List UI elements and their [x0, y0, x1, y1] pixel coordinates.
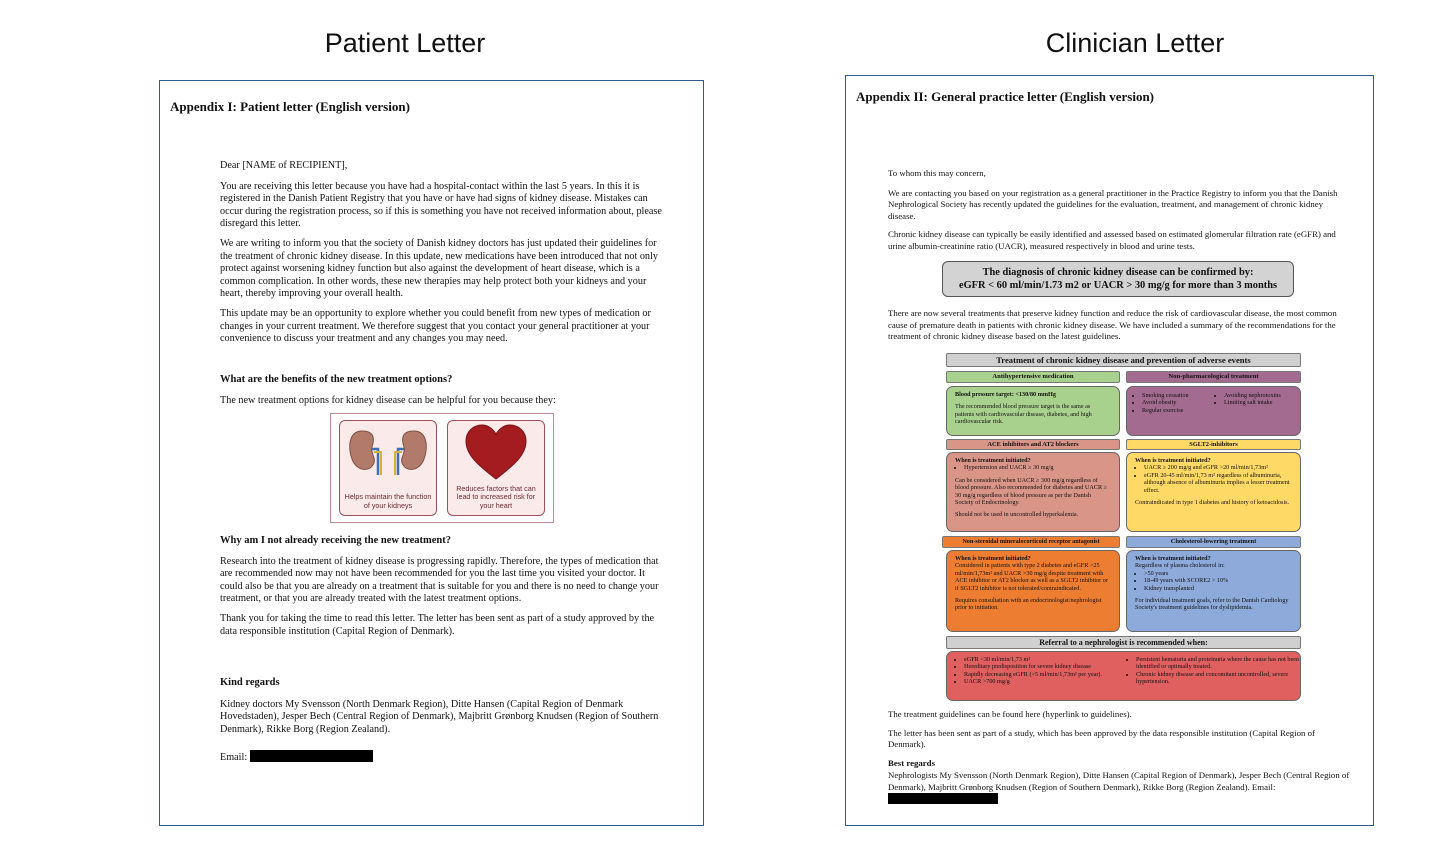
- list-item: • Smoking cessation: [1142, 392, 1222, 399]
- clinician-guidelines-link[interactable]: The treatment guidelines can be found here (hyperlink to guidelines).: [888, 709, 1132, 719]
- cholesterol-box: [1126, 550, 1301, 632]
- patient-paragraph: We are writing to inform you that the society of Danish kidney doctors has just updated their guidelines for the treatment of chronic kidney disease. In this update, new medications have been introduced that not only protect against worsening kidney function but also against the development of heart disease, which is a common complication. In other words, these new therapies may help protect both your kidneys and your heart, thereby improving your overall health.: [220, 237, 658, 300]
- heart-caption: Reduces factors that can lead to increased risk for your heart: [456, 483, 536, 510]
- clinician-body-top: [888, 168, 1352, 259]
- patient-regards: Kind regards: [220, 677, 280, 688]
- list-item: • Hypertension and UACR ≥ 30 mg/g: [964, 464, 1111, 471]
- referral-header: Referral to a nephrologist is recommended when:: [946, 636, 1301, 649]
- mra-box: [946, 550, 1120, 632]
- clinician-body-bottom: [888, 709, 1352, 806]
- patient-email-line: [220, 750, 665, 765]
- patient-why-section: [220, 535, 665, 645]
- list-item: • Rapidly decreasing eGFR (>5 ml/min/1,73m² per year).: [964, 671, 1132, 678]
- nonpharm-left-list: [1133, 392, 1222, 414]
- antihypertensive-box: [946, 386, 1120, 436]
- clinician-regards: Best regards: [888, 757, 935, 768]
- referral-left-list: [955, 656, 1132, 686]
- clinician-paragraph: There are now several treatments that preserve kidney function and reduce the risk of cardiovascular disease, the most common cause of premature death in patients with chronic kidney disease. We have included a summary of the recommendations for the treatment of chronic kidney disease based on the latest guidelines.: [888, 308, 1337, 341]
- list-item: • UACR ≥ 200 mg/g and eGFR >20 ml/min/1,73m²: [1144, 464, 1292, 471]
- patient-paragraph: The new treatment options for kidney disease can be helpful for you because they:: [220, 394, 556, 406]
- patient-letter-title: Patient Letter: [324, 28, 486, 58]
- redacted-email: [888, 793, 998, 804]
- antihypertensive-header: Antihypertensive medication: [946, 371, 1120, 383]
- referral-box: [946, 651, 1301, 701]
- mra-when: When is treatment initiated?: [955, 555, 1031, 562]
- list-item: • Limiting salt intake: [1224, 399, 1301, 406]
- sglt2-box: [1126, 452, 1301, 532]
- chol-list: [1135, 570, 1292, 592]
- ace-consider: Can be considered when UACR ≥ 300 mg/g regardless of blood pressure. Also recommended for diabetes and UACR ≥ 30 mg/g regardless of blood pressure as per the Danish Society of Endocrinology.: [955, 476, 1108, 507]
- ace-box: [946, 452, 1120, 532]
- cholesterol-header: Cholesterol-lowering treatment: [1126, 536, 1301, 548]
- list-item: • UACR >700 mg/g: [964, 678, 1132, 685]
- diagnosis-line-1: The diagnosis of chronic kidney disease can be confirmed by:: [982, 267, 1254, 278]
- patient-email-label: Email:: [220, 752, 248, 764]
- list-item: • Kidney transplanted: [1144, 585, 1292, 592]
- patient-benefits-section: [220, 374, 665, 414]
- nonpharm-box: [1126, 386, 1301, 436]
- mra-requires: Requires consultation with an endocrinologist/nephrologist prior to initiation.: [955, 597, 1102, 612]
- sglt2-contra: Contraindicated in type 1 diabetes and history of ketoacidosis.: [1135, 499, 1290, 507]
- patient-paragraph: Thank you for taking the time to read this letter. The letter has been sent as part of a study approved by the data responsible institution (Capital Region of Denmark).: [220, 612, 655, 637]
- benefits-illustration: [330, 413, 554, 523]
- referral-right-list: [1127, 656, 1301, 686]
- kidney-card: [339, 420, 437, 516]
- ace-list: [955, 464, 1111, 471]
- list-item: • Chronic kidney disease and concomitant uncontrolled, severe hypertension.: [1136, 671, 1301, 686]
- bp-target: Blood pressure target: <130/80 mmHg: [955, 391, 1056, 398]
- mra-text: Considered in patients with type 2 diabetes and eGFR >25 ml/min/1,73m² and UACR >30 mg/g despite treatment with ACE inhibitor or AT2 blocker as well as a SGLT2 inhibitor or if SGLT2 inhibitor is not tolerated/contraindicated.: [955, 562, 1108, 592]
- nonpharm-header: Non-pharmacological treatment: [1126, 371, 1301, 383]
- chol-goals: For individual treatment goals, refer to the Danish Cardiology Society's treatment guidelines for dyslipidemia.: [1135, 597, 1289, 612]
- clinician-appendix-title: Appendix II: General practice letter (English version): [856, 89, 1155, 104]
- patient-paragraph: Research into the treatment of kidney disease is progressing rapidly. Therefore, the types of medication that are recommended now may not have been recommended for you the last time you visited your doctor. It could also be that you are already on a treatment that is suitable for you and there is no need to change your treatment, or that you are already treated with the latest treatment options.: [220, 555, 659, 605]
- ace-when: When is treatment initiated?: [955, 457, 1031, 464]
- ace-not-used: Should not be used in uncontrolled hyperkalemia.: [955, 511, 1079, 519]
- list-item: • Avoid obesity: [1142, 399, 1222, 406]
- nonpharm-right-list: [1215, 392, 1301, 407]
- diagnosis-box: [942, 261, 1294, 297]
- patient-heading-benefits: What are the benefits of the new treatment options?: [220, 374, 453, 385]
- clinician-greeting: To whom this may concern,: [888, 168, 986, 178]
- treatment-table-title: Treatment of chronic kidney disease and prevention of adverse events: [946, 353, 1301, 367]
- clinician-paragraph: The letter has been sent as part of a study, which has been approved by the data responsible institution (Capital Region of Denmark).: [888, 727, 1315, 749]
- patient-signers: Kidney doctors My Svensson (North Denmark Region), Ditte Hansen (Capital Region of Denmark Hovedstaden), Jesper Bech (Central Region of Denmark), Majbritt Grønborg Knudsen (Region of Southern Denmark), Rikke Borg (Region Zealand).: [220, 698, 659, 735]
- clinician-signers-text: Nephrologists My Svensson (North Denmark Region), Ditte Hansen (Capital Region of Denmark), Jesper Bech (Central Region of Denmark), Majbritt Grønborg Knudsen (Region of Southern Denmark), Rikke Borg (Region Zealand). Email:: [888, 770, 1350, 792]
- bp-text: The recommended blood pressure target is the same as patients with cardiovascular disease, diabetes, and high cardiovascular risk.: [955, 403, 1092, 426]
- list-item: • Hereditary predisposition for severe kidney disease: [964, 663, 1132, 670]
- clinician-paragraph: Chronic kidney disease can typically be easily identified and assessed based on estimated glomerular filtration rate (eGFR) and urine albumin-creatinine ratio (UACR), measured respectively in blood and urine tests.: [888, 229, 1336, 251]
- clinician-paragraph: We are contacting you based on your registration as a general practitioner in the Practice Registry to inform you that the Danish Nephrological Society has recently updated the guidelines for the evaluation, treatment, and management of chronic kidney disease.: [888, 187, 1338, 221]
- list-item: • Persistent hematuria and proteinuria where the cause has not been identified or optimally treated.: [1136, 656, 1301, 671]
- redacted-email: [250, 750, 373, 762]
- clinician-signers: [888, 770, 1352, 806]
- list-item: • Regular exercise: [1142, 407, 1222, 414]
- patient-heading-why: Why am I not already receiving the new treatment?: [220, 535, 451, 546]
- patient-paragraph: This update may be an opportunity to explore whether you could benefit from new types of medication or changes in your current treatment. We therefore suggest that you contact your general practitioner at your convenience to discuss your treatment and any changes you may need.: [220, 307, 651, 345]
- list-item: • >50 years: [1144, 570, 1292, 577]
- list-item: • Avoiding nephrotoxins: [1224, 392, 1301, 399]
- sglt2-list: [1135, 464, 1292, 494]
- clinician-letter-title: Clinician Letter: [1045, 28, 1225, 58]
- sglt2-when: When is treatment initiated?: [1135, 457, 1211, 464]
- chol-when: When is treatment initiated?: [1135, 555, 1211, 562]
- patient-appendix-title: Appendix I: Patient letter (English version): [170, 99, 410, 114]
- list-item: • 18-49 years with SCORE2 > 10%: [1144, 577, 1292, 584]
- list-item: • eGFR 20-45 ml/min/1,73 m² regardless of albuminuria, although absence of albuminuria implies a lesser treatment effect.: [1144, 472, 1292, 494]
- ace-header: ACE inhibitors and AT2 blockers: [946, 439, 1120, 450]
- patient-signoff: [220, 677, 665, 765]
- kidney-caption: Helps maintain the function of your kidneys: [344, 492, 432, 510]
- patient-greeting: Dear [NAME of RECIPIENT],: [220, 160, 348, 171]
- patient-body-top: [220, 160, 665, 353]
- heart-icon: [448, 423, 544, 481]
- list-item: • eGFR <30 ml/min/1,73 m²: [964, 656, 1132, 663]
- clinician-body-mid: [888, 308, 1352, 350]
- patient-paragraph: You are receiving this letter because you have had a hospital-contact within the last 5 years. In this it is registered in the Danish Patient Registry that you have or have had signs of kidney disease. Mistakes can occur during the registration process, so if this is something you have not received information about, please disregard this letter.: [220, 180, 662, 230]
- mra-header: Non-steroidal mineralocorticoid receptor antagonist: [942, 536, 1120, 548]
- heart-card: [447, 420, 545, 516]
- sglt2-header: SGLT2-inhibitors: [1126, 439, 1301, 450]
- diagnosis-line-2: eGFR < 60 ml/min/1.73 m2 or UACR > 30 mg/g for more than 3 months: [958, 280, 1278, 291]
- chol-intro: Regardless of plasma cholesterol in:: [1135, 562, 1225, 570]
- kidneys-icon: [340, 425, 436, 481]
